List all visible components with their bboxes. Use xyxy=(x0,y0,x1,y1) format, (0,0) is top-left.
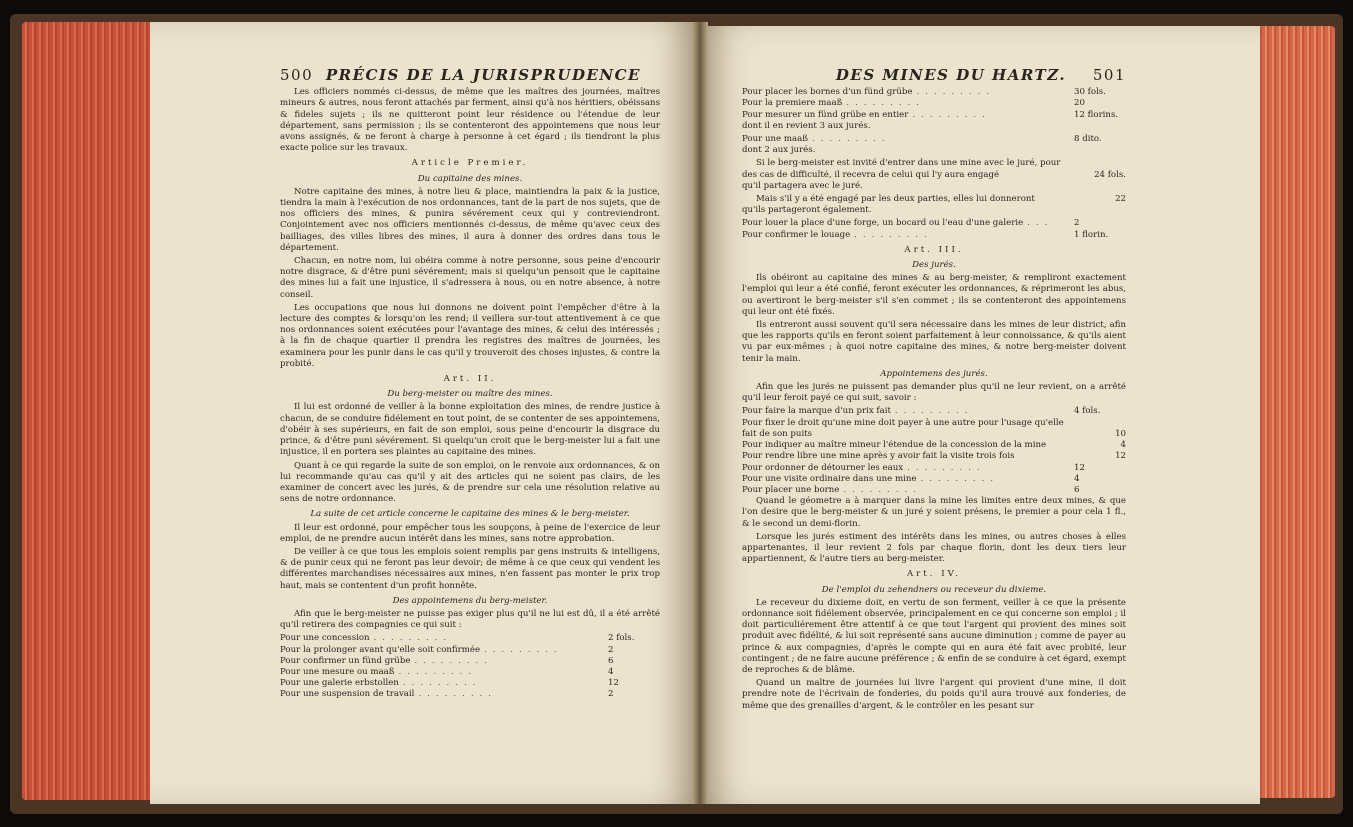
fee-row: Pour une suspension de travail ......... 2 xyxy=(280,689,614,700)
left-running-head xyxy=(280,66,660,84)
article-4-subtitle: De l'emploi du zehendners ou receveur du dixieme. xyxy=(821,584,1047,595)
paragraph: dont il en revient 3 aux jurés. xyxy=(742,120,871,131)
article-2-subtitle: Du berg-meister ou maître des mines. xyxy=(387,389,553,400)
article-4-title: Art. IV. xyxy=(906,569,962,580)
paragraph: Notre capitaine des mines, à notre lieu & place, maintiendra la paix & la justice, tiendra la main à l'exécution de nos ordonnances, tant de la part de nos sujets, que de nos officiers des mines, & punira sévérement ceux qui y contreviendront. Conjointement avec nos officiers mentionnés ci-dessus, de même qu'avec ceux des bailliages, des villes libres des mines, il aura à donner des ordres dans tous le département. xyxy=(280,186,660,253)
article-3-subtitle: Des jurés. xyxy=(912,260,956,271)
fee-row: Pour une visite ordinaire dans une mine ......... 4 xyxy=(742,473,1080,484)
fee-row: Pour une mesure ou maaß ......... 4 xyxy=(280,666,614,677)
paragraph: Les occupations que nous lui donnons ne doivent point l'empêcher d'être à la lecture des comptes & lorsqu'on les rend; il veillera sur-tout attentivement à ce que nos ordonnances soient exécutées pour l'avantage des mines, & celui des intéressés ; à la fin de chaque quartier il prendra les registres des maîtres de journées, les examinera pour les punir dans le cas qu'il y trouveroit des choses injustes, & contre la probité. xyxy=(280,302,660,369)
fee-row: Pour confirmer le louage ......... 1 florin. xyxy=(742,229,1109,240)
right-page-text xyxy=(742,66,1126,714)
fee-row: Pour une maaß ......... 8 dito. xyxy=(742,134,1102,145)
paragraph: Afin que les jurés ne puissent pas demander plus qu'il ne leur revient, on a arrêté qu'il leur feroit payé ce qui suit, savoir : xyxy=(742,382,1126,404)
fee-row: Pour placer une borne ......... 6 xyxy=(742,484,1080,495)
paragraph: qu'il partagera avec le juré. xyxy=(742,180,863,191)
right-header-title: DES MINES DU HARTZ. xyxy=(835,66,1067,84)
paragraph: Le receveur du dixieme doit, en vertu de son ferment, veiller à ce que la présente ordonnance soit fidélement observée, principalement en ce qui concerne son emploi ; il doit particuliérement être attentif à ce que tout l'argent qui provient des mines soit produit avec fidélité, & lui soit représenté sans aucune diminution ; comme de payer au prince & aux compagnies, d'après le compte qui en aura été fait avec probité, leur contingent ; de ne faire aucune préférence ; & enfin de se conduire à cet égard, exempt de reproches & de blâme. xyxy=(742,597,1126,675)
fee-row: Pour placer les bornes d'un fünd grübe ......... 30 fols. xyxy=(742,87,1106,98)
fee-row: Mais s'il y a été engagé par les deux parties, elles lui donneront 22 xyxy=(756,194,1126,205)
paragraph: Quant à ce qui regarde la suite de son emploi, on le renvoie aux ordonnances, & on lui recommande qu'au cas qu'il y ait des articles qui ne soient pas clairs, de les examiner de concert avec les jurés, & de prendre sur cela une résolution relative au sens de notre ordonnance. xyxy=(280,460,660,505)
intro-paragraph: Les officiers nommés ci-dessus, de même que les maîtres des journées, maîtres mineurs & autres, nous feront attachés par ferment, ainsi qu'à nos héritiers, obéissans & fideles sujets ; ils ne quitteront point leur résidence ou l'étendue de leur département, sans permission ; ils se contenteront des appointemens que nous leur avons assignés, & ne feront à charge à personne à cet égard ; ils tiendront la plus exacte police sur les travaux. xyxy=(280,87,660,154)
paragraph: Ils obéiront au capitaine des mines & au berg-meister, & rempliront exactement l'emploi qui leur a été confié, feront exécuter les ordonnances, & réprimeront les abus, ou avertiront le berg-meister s'il s'en commet ; ils se contenteront des appointemens qui leur ont été fixés. xyxy=(742,273,1126,317)
suite-subtitle: La suite de cet article concerne le capitaine des mines & le berg-meister. xyxy=(310,509,630,520)
paragraph: Quand un maître de journées lui livre l'argent qui provient d'une mine, il doit prendre note de l'écrivain de fonderies, du poids qu'il aura trouvé aux fonderies, de même que des grenailles d'argent, & le contrôler en les pesant sur xyxy=(742,678,1126,711)
article-2-title: Art. II. xyxy=(443,374,497,385)
fee-row: Pour indiquer au maître mineur l'étendue de la concession de la mine 4 xyxy=(742,440,1126,451)
article-1-title: Article Premier. xyxy=(411,158,529,169)
left-header-title: PRÉCIS DE LA JURISPRUDENCE xyxy=(325,66,641,84)
paragraph: Chacun, en notre nom, lui obéira comme à notre personne, sous peine d'encourir notre disgrace, & d'être puni sévérement; mais si quelqu'un pensoit que le capitaine des mines lui a fait une injustice, il s'adressera à nous, ou en notre absence, à notre conseil. xyxy=(280,256,660,300)
article-3-title: Art. III. xyxy=(904,244,964,255)
fee-row: Pour rendre libre une mine après y avoir fait la visite trois fois 12 xyxy=(742,451,1126,462)
fee-row: Pour faire la marque d'un prix fait ......... 4 fols. xyxy=(742,406,1101,417)
fee-row: Pour une concession ......... 2 fols. xyxy=(280,633,635,644)
left-page-edges xyxy=(22,22,170,800)
fee-row: Pour mesurer un fünd grübe en entier ......... 12 florins. xyxy=(742,109,1119,120)
book-gutter xyxy=(692,22,708,804)
paragraph: dont 2 aux jurés. xyxy=(742,145,816,156)
fee-row: Pour confirmer un fünd grübe ......... 6 xyxy=(280,655,614,666)
left-page-number: 500 xyxy=(280,66,314,84)
paragraph: Il lui est ordonné de veiller à la bonne exploitation des mines, de rendre justice à chacun, de se conduire fidélement en tout point, de se contenter de ses appointemens, d'obéir à ses supérieurs, en fait de son emploi, sous peine d'encourir la disgrace du prince, & d'être puni sévérement. Si quelqu'un croit que le berg-meister lui a fait une injustice, il en portera ses plaintes au capitaine des mines. xyxy=(280,402,660,458)
fee-row: Pour louer la place d'une forge, un bocard ou l'eau d'une galerie ... 2 xyxy=(742,218,1080,229)
jures-appointments-subtitle: Appointemens des jurés. xyxy=(880,368,988,379)
paragraph: De veiller à ce que tous les emplois soient remplis par gens instruits & intelligens, & de punir ceux qui ne feront pas leur devoir; de même à ce que ceux qui vendent les différentes marchandises nécessaires aux mines, n'en fassent pas monter le prix trop haut, mais se contentent d'un profit honnête. xyxy=(280,546,660,591)
right-page-edges xyxy=(1255,26,1335,798)
appointments-subtitle: Des appointemens du berg-meister. xyxy=(392,595,548,606)
fee-row: Pour la premiere maaß ......... 20 xyxy=(742,98,1085,109)
fee-row: Pour fixer le droit qu'une mine doit payer à une autre pour l'usage qu'elle fait de son puits 10 xyxy=(742,417,1126,439)
article-1-subtitle: Du capitaine des mines. xyxy=(417,173,523,184)
fee-row: Pour ordonner de détourner les eaux ......... 12 xyxy=(742,462,1085,473)
fee-row: Si le berg-meister est invité d'entrer dans une mine avec le juré, pour des cas de difficulté, il recevra de celui qui l'y aura engagé 24 fols. xyxy=(742,158,1126,180)
paragraph: Quand le géometre a à marquer dans la mine les limites entre deux mines, & que l'on desire que le berg-meister & un juré y soient présens, le premier a pour cela 1 fl., & le second un demi-florin. xyxy=(742,496,1126,529)
paragraph: Il leur est ordonné, pour empêcher tous les soupçons, à peine de l'exercice de leur emploi, de ne prendre aucun intérêt dans les mines, sans notre approbation. xyxy=(280,522,660,544)
paragraph: qu'ils partageront également. xyxy=(742,205,872,216)
right-page-number: 501 xyxy=(1092,66,1126,84)
paragraph: Lorsque les jurés estiment des intérêts dans les mines, ou autres choses à elles appartenantes, il leur revient 2 fols par chaque florin, dont les deux tiers leur appartiennent, & l'autre tiers au berg-meister. xyxy=(742,531,1126,565)
fee-list-right xyxy=(742,406,1126,496)
fee-row: Pour la prolonger avant qu'elle soit confirmée ......... 2 xyxy=(280,644,614,655)
fee-row: Pour une galerie erbstollen ......... 12 xyxy=(280,678,619,689)
left-page-text xyxy=(280,66,660,701)
right-running-head xyxy=(742,66,1126,84)
paragraph: Afin que le berg-meister ne puisse pas exiger plus qu'il ne lui est dû, il a été arrêté qu'il retirera des compagnies ce qui suit : xyxy=(280,608,660,631)
paragraph: Ils entreront aussi souvent qu'il sera nécessaire dans les mines de leur district, afin que les rapports qu'ils en feront soient parfaitement à leur connoissance, & qu'ils aient vu par eux-mêmes ; à quoi notre capitaine des mines, & notre berg-meister doivent tenir la main. xyxy=(742,320,1126,364)
fee-list-left xyxy=(280,633,660,700)
